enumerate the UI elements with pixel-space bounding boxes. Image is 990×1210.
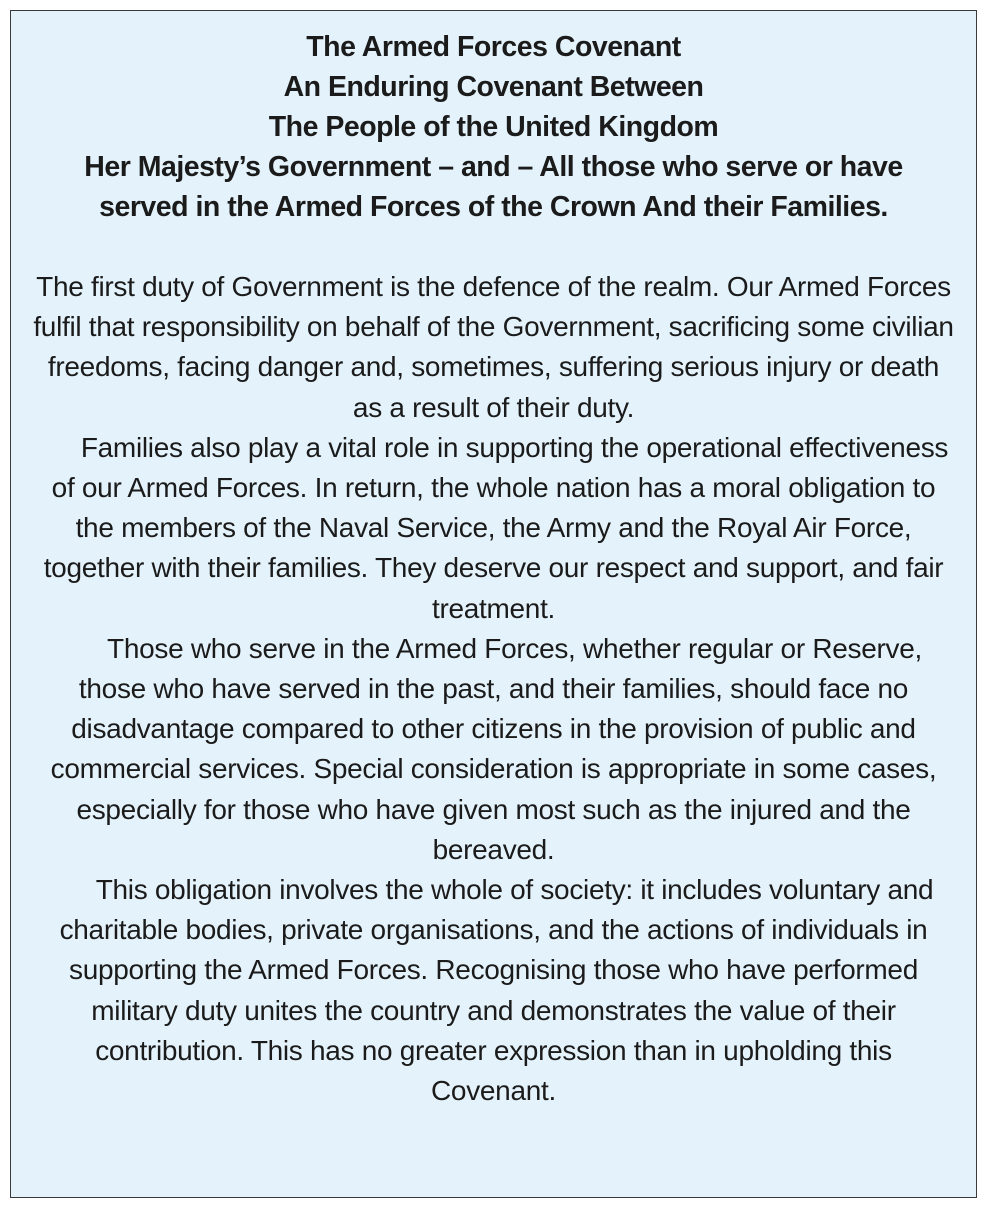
heading-line-1: The Armed Forces Covenant (306, 31, 681, 63)
paragraph-4: This obligation involves the whole of society: it includes voluntary and charitable bodies, private organisations, and the actions of individuals in supporting the Armed Forces. Recognising those who have performed military duty unites the country and demonstrates the value of their contribution. This has no greater expression than in upholding this Covenant. (59, 874, 934, 1107)
paragraph-1: The first duty of Government is the defence of the realm. Our Armed Forces fulfil that responsibility on behalf of the Government, sacrificing some civilian freedoms, facing danger and, sometimes, suffering serious injury or death as a result of their duty. (33, 271, 954, 423)
paragraph-3: Those who serve in the Armed Forces, whether regular or Reserve, those who have served in the past, and their families, should face no disadvantage compared to other citizens in the provision of public and commercial services. Special consideration is appropriate in some cases, especially for those who have given most such as the injured and the bereaved. (50, 632, 937, 865)
heading-line-2: An Enduring Covenant Between (283, 71, 704, 103)
covenant-panel (10, 10, 977, 1198)
heading-line-4: Her Majesty’s Government – and – All those who serve or have served in the Armed Forces of the Crown And their Families. (84, 151, 903, 223)
covenant-heading (33, 27, 954, 227)
covenant-body (33, 267, 954, 1111)
heading-line-3: The People of the United Kingdom (268, 111, 719, 143)
paragraph-2: Families also play a vital role in supporting the operational effectiveness of our Armed Forces. In return, the whole nation has a moral obligation to the members of the Naval Service, the Army and the Royal Air Force, together with their families. They deserve our respect and support, and fair treatment. (43, 431, 949, 624)
